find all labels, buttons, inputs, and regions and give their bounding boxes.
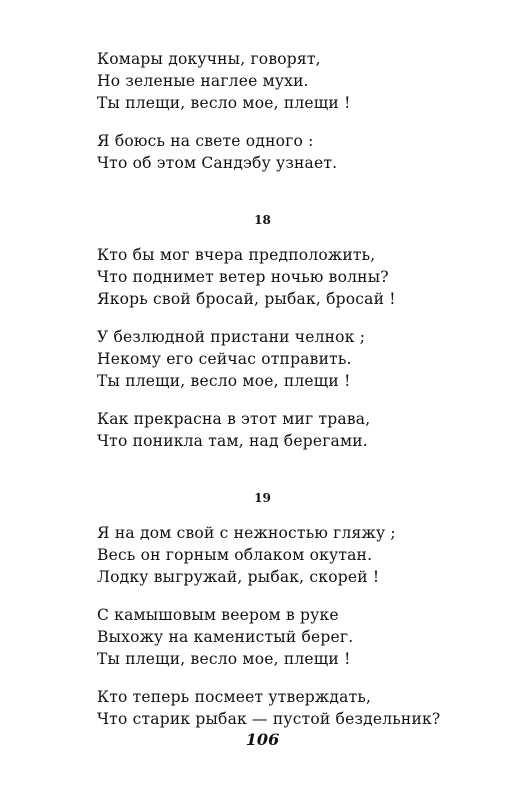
verse-line: Комары докучны, говорят, bbox=[97, 50, 321, 68]
verse-line: Кто бы мог вчера предположить, bbox=[97, 246, 376, 264]
verse-line: Что поникла там, над берегами. bbox=[97, 432, 368, 450]
verse-line: Весь он горным облаком окутан. bbox=[97, 546, 373, 564]
verse-line: Лодку выгружай, рыбак, скорей ! bbox=[97, 568, 380, 586]
verse-line: У безлюдной пристани челнок ; bbox=[97, 328, 366, 346]
verse-line: Что об этом Сандэбу узнает. bbox=[97, 154, 338, 172]
verse-line: Как прекрасна в этот миг трава, bbox=[97, 410, 371, 428]
verse-line: Я на дом свой с нежностью гляжу ; bbox=[97, 524, 396, 542]
verse-line: Кто теперь посмеет утверждать, bbox=[97, 688, 372, 706]
verse-line: Выхожу на каменистый берег. bbox=[97, 628, 354, 646]
verse-line: Некому его сейчас отправить. bbox=[97, 350, 352, 368]
verse-line: Якорь свой бросай, рыбак, бросай ! bbox=[97, 290, 396, 308]
verse-line: Что старик рыбак — пустой бездельник? bbox=[97, 710, 441, 728]
verse-line: Ты плещи, весло мое, плещи ! bbox=[97, 372, 351, 390]
verse-line: С камышовым веером в руке bbox=[97, 606, 339, 624]
page-number: 106 bbox=[245, 730, 280, 749]
poem-number: 19 bbox=[254, 491, 271, 505]
verse-line: Но зеленые наглее мухи. bbox=[97, 72, 309, 90]
verse-line: Я боюсь на свете одного : bbox=[97, 132, 314, 150]
verse-line: Ты плещи, весло мое, плещи ! bbox=[97, 94, 351, 112]
verse-line: Ты плещи, весло мое, плещи ! bbox=[97, 650, 351, 668]
poem-number: 18 bbox=[254, 213, 271, 227]
verse-line: Что поднимет ветер ночью волны? bbox=[97, 268, 389, 286]
